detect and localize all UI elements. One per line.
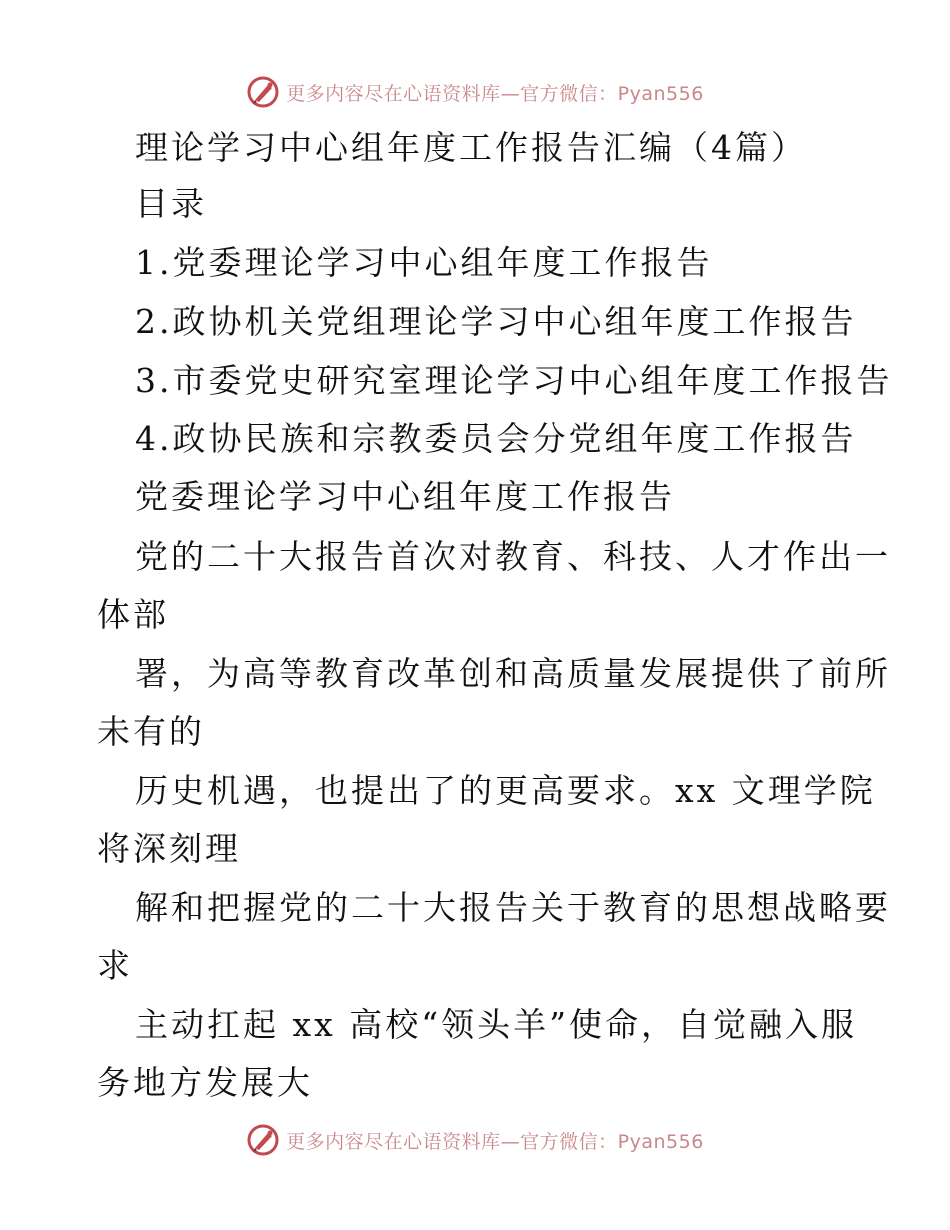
body-line: 求 bbox=[97, 946, 133, 985]
body-line: 体部 bbox=[97, 595, 169, 634]
footer-watermark bbox=[0, 1120, 950, 1160]
body-line: 党的二十大报告首次对教育、科技、人才作出一 bbox=[135, 537, 891, 576]
toc-heading: 目录 bbox=[135, 184, 207, 223]
pen-logo-icon bbox=[246, 75, 280, 109]
section-title: 党委理论学习中心组年度工作报告 bbox=[135, 477, 675, 516]
body-line: 解和把握党的二十大报告关于教育的思想战略要 bbox=[135, 888, 891, 927]
body-line: 主动扛起 xx 高校“领头羊”使命，自觉融入服 bbox=[135, 1005, 857, 1044]
toc-item: 2.政协机关党组理论学习中心组年度工作报告 bbox=[135, 302, 857, 341]
toc-item: 1.党委理论学习中心组年度工作报告 bbox=[135, 243, 713, 282]
watermark-text: 更多内容尽在心语资料库—官方微信：Pyan556 bbox=[286, 1130, 704, 1153]
body-line: 历史机遇，也提出了的更高要求。xx 文理学院 bbox=[135, 771, 876, 810]
toc-item: 3.市委党史研究室理论学习中心组年度工作报告 bbox=[135, 361, 893, 400]
body-line: 务地方发展大 bbox=[97, 1063, 313, 1102]
pen-logo-icon bbox=[246, 1123, 280, 1157]
body-line: 将深刻理 bbox=[97, 829, 241, 868]
body-line: 未有的 bbox=[97, 712, 205, 751]
watermark-text: 更多内容尽在心语资料库—官方微信：Pyan556 bbox=[286, 82, 704, 105]
document-title: 理论学习中心组年度工作报告汇编（4篇） bbox=[135, 128, 807, 167]
toc-item: 4.政协民族和宗教委员会分党组年度工作报告 bbox=[135, 419, 857, 458]
header-watermark bbox=[0, 72, 950, 112]
body-line: 署，为高等教育改革创和高质量发展提供了前所 bbox=[135, 654, 891, 693]
